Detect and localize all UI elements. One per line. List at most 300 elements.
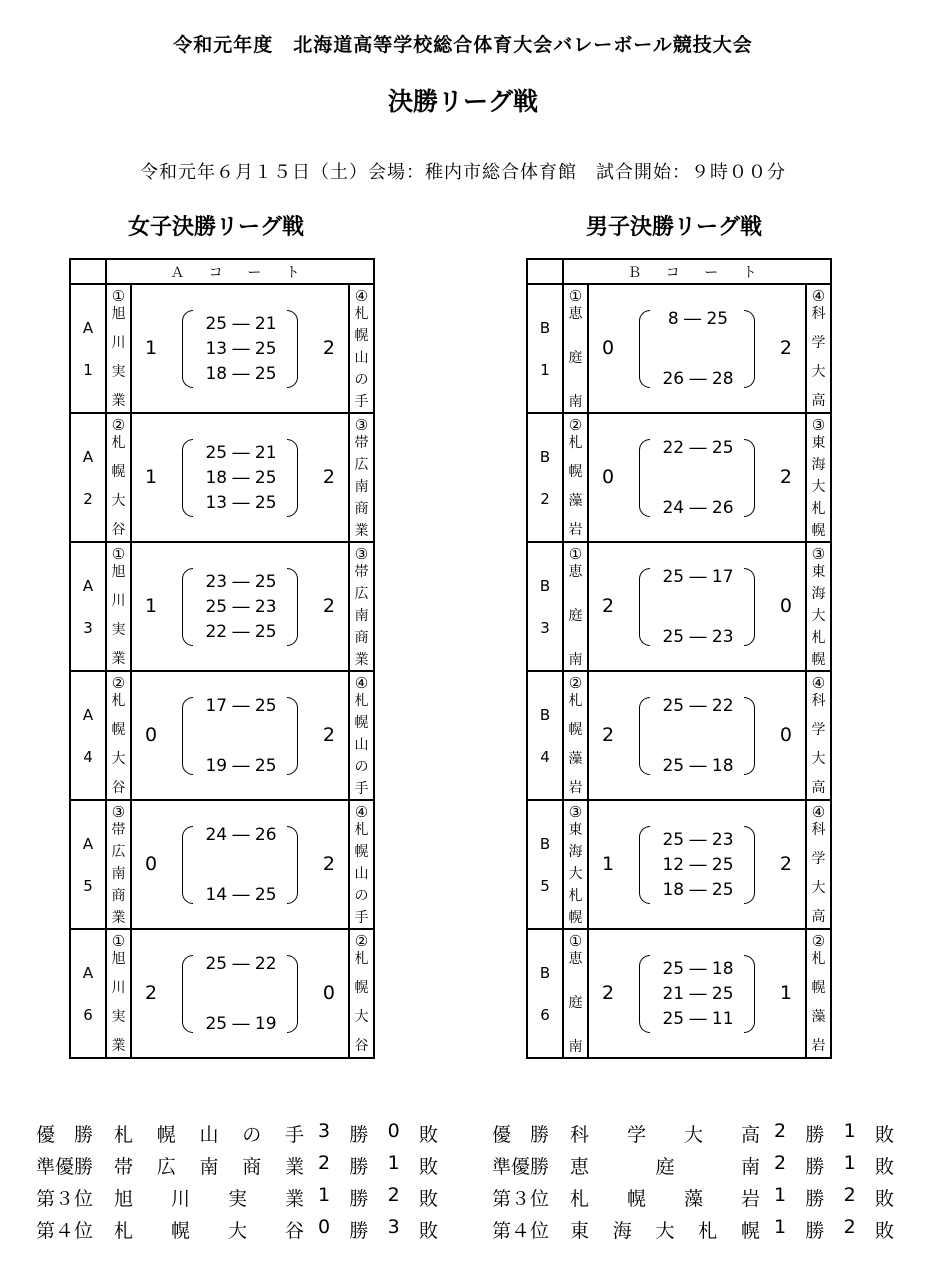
team-name-char: 業 xyxy=(354,651,369,668)
team-name-char: 幌 xyxy=(811,522,826,539)
team-cell xyxy=(806,413,831,542)
standing-record xyxy=(774,1184,894,1211)
team-name xyxy=(355,434,369,540)
team-name-char: 藻 xyxy=(568,493,583,510)
team-name xyxy=(812,821,826,927)
team-cell-inner xyxy=(807,803,830,927)
team-name-char: 大 xyxy=(354,1009,369,1026)
match-row xyxy=(70,929,374,1058)
set-score: 25 ― 19 xyxy=(205,1014,277,1034)
seed-number: ① xyxy=(568,931,583,950)
team-name-char: 業 xyxy=(111,651,126,668)
standing-team-char: 幌 xyxy=(626,1188,646,1210)
team-name-char: 恵 xyxy=(568,563,583,580)
team-name-char: 高 xyxy=(811,909,826,926)
team-cell xyxy=(806,929,831,1058)
right-bracket xyxy=(744,826,755,904)
score-box xyxy=(589,543,805,670)
match-code xyxy=(527,413,563,542)
set-scores xyxy=(194,825,288,905)
team-cell-inner xyxy=(107,416,130,540)
team-name-char: 山 xyxy=(354,349,369,366)
standing-team xyxy=(114,1184,304,1211)
seed-number: ② xyxy=(568,415,583,434)
team-name-char: 実 xyxy=(111,364,126,381)
team-name-char: 幌 xyxy=(354,843,369,860)
team-name-char: 幌 xyxy=(354,714,369,731)
set-score: 13 ― 25 xyxy=(205,338,277,359)
standing-team-char: 大 xyxy=(227,1220,247,1242)
team-name-char: 札 xyxy=(811,500,826,517)
set-scores xyxy=(651,828,745,902)
match-row xyxy=(70,284,374,413)
standing-rank: 第４位 xyxy=(492,1220,550,1242)
team-cell xyxy=(563,284,588,413)
match-row xyxy=(70,542,374,671)
header-blank-cell xyxy=(70,259,106,284)
standing-record-part: 1 xyxy=(843,1120,856,1142)
seed-number: ③ xyxy=(568,802,583,821)
match-code xyxy=(527,284,563,413)
set-score: 21 ― 25 xyxy=(662,983,734,1004)
team-name-char: 東 xyxy=(568,821,583,838)
standing-team-char: 南 xyxy=(199,1156,219,1178)
team-name-char: 南 xyxy=(354,478,369,495)
standing-team-char: 手 xyxy=(284,1124,304,1146)
team-name xyxy=(569,821,583,927)
standing-team-char: 海 xyxy=(612,1220,632,1242)
left-sets-won: 0 xyxy=(145,724,158,746)
main-title: 令和元年度 北海道高等学校総合体育大会バレーボール競技大会 xyxy=(173,34,753,56)
team-cell-inner xyxy=(107,674,130,798)
standing-record-part: 2 xyxy=(843,1216,856,1238)
team-name-char: 幌 xyxy=(568,909,583,926)
team-name-char: 藻 xyxy=(568,751,583,768)
team-cell-inner xyxy=(564,932,587,1056)
team-name-char: 大 xyxy=(811,751,826,768)
team-name-char: 商 xyxy=(354,629,369,646)
match-row xyxy=(70,671,374,800)
team-name xyxy=(812,950,826,1056)
left-sets-won: 1 xyxy=(602,853,615,875)
set-score: 25 ― 23 xyxy=(662,830,734,851)
team-cell-inner xyxy=(564,674,587,798)
score-cell xyxy=(131,542,349,671)
team-cell xyxy=(106,800,131,929)
right-sets-won: 2 xyxy=(322,337,335,359)
seed-number: ③ xyxy=(354,415,369,434)
team-name-char: 学 xyxy=(811,850,826,867)
seed-number: ③ xyxy=(811,415,826,434)
right-sets-won: 0 xyxy=(779,595,792,617)
team-cell-inner xyxy=(807,545,830,669)
team-name-char: 幌 xyxy=(354,979,369,996)
team-name-char: 南 xyxy=(111,865,126,882)
score-cell xyxy=(131,929,349,1058)
match-row xyxy=(527,671,831,800)
team-name-char: 南 xyxy=(354,607,369,624)
left-bracket xyxy=(639,568,650,646)
set-score: 22 ― 25 xyxy=(662,438,734,458)
standing-record-part: 2 xyxy=(774,1152,787,1174)
set-scores xyxy=(194,954,288,1034)
team-name-char: 幌 xyxy=(568,463,583,480)
standing-record xyxy=(774,1216,894,1243)
match-code-char: 5 xyxy=(540,876,550,895)
standing-row xyxy=(36,1216,456,1248)
team-name-char: 手 xyxy=(354,909,369,926)
team-name-char: 旭 xyxy=(111,563,126,580)
set-score: 25 ― 21 xyxy=(205,314,277,335)
team-name-char: 札 xyxy=(354,950,369,967)
match-code-char: A xyxy=(82,963,94,982)
standing-record-part: 1 xyxy=(318,1184,331,1206)
set-scores xyxy=(651,567,745,647)
match-code-char: B xyxy=(539,576,551,595)
standing-team-char: 業 xyxy=(284,1188,304,1210)
team-name-char: 旭 xyxy=(111,305,126,322)
team-name xyxy=(112,305,126,411)
standing-record-part: 勝 xyxy=(805,1220,825,1242)
score-cell xyxy=(588,800,806,929)
right-bracket xyxy=(744,439,755,517)
standing-rank: 第４位 xyxy=(36,1220,94,1242)
team-name-char: 南 xyxy=(568,651,583,668)
women-court-table xyxy=(69,258,375,1059)
team-name-char: 幌 xyxy=(354,327,369,344)
team-cell xyxy=(563,800,588,929)
right-sets-won: 0 xyxy=(779,724,792,746)
team-name-char: 東 xyxy=(811,434,826,451)
team-cell xyxy=(349,284,374,413)
left-bracket xyxy=(639,310,650,388)
match-row xyxy=(527,929,831,1058)
match-code xyxy=(70,542,106,671)
team-cell-inner xyxy=(564,545,587,669)
women-standings xyxy=(36,1120,456,1248)
standing-record xyxy=(774,1120,894,1147)
set-score: 14 ― 25 xyxy=(205,885,277,905)
court-name: Ａ コ ー ト xyxy=(106,259,374,284)
standing-team-char: 岩 xyxy=(740,1188,760,1210)
standing-record-part: 勝 xyxy=(805,1188,825,1210)
seed-number: ① xyxy=(568,286,583,305)
right-bracket xyxy=(744,310,755,388)
team-name-char: 帯 xyxy=(111,821,126,838)
set-score: 25 ― 22 xyxy=(205,954,277,974)
right-bracket xyxy=(744,697,755,775)
team-name-char: 実 xyxy=(111,1009,126,1026)
team-name-char: 山 xyxy=(354,865,369,882)
standing-record-part: 0 xyxy=(387,1120,400,1142)
team-name-char: 大 xyxy=(111,751,126,768)
left-bracket xyxy=(182,568,193,646)
score-cell xyxy=(588,542,806,671)
team-name-char: 札 xyxy=(111,434,126,451)
team-name-char: 帯 xyxy=(354,434,369,451)
match-code-char: B xyxy=(539,834,551,853)
standing-team xyxy=(570,1184,760,1211)
standing-team-char: 山 xyxy=(199,1124,219,1146)
standing-team-char: 旭 xyxy=(114,1188,134,1210)
team-cell xyxy=(349,413,374,542)
team-name-char: 庭 xyxy=(568,994,583,1011)
set-score: 18 ― 25 xyxy=(662,879,734,900)
team-name-char: 広 xyxy=(354,456,369,473)
seed-number: ② xyxy=(111,415,126,434)
match-code-char: A xyxy=(82,576,94,595)
standing-team xyxy=(570,1120,760,1147)
men-court-table xyxy=(526,258,832,1059)
team-name-char: 山 xyxy=(354,736,369,753)
team-name-char: 札 xyxy=(811,629,826,646)
team-name-char: 実 xyxy=(111,622,126,639)
score-cell xyxy=(588,413,806,542)
standing-team-char: 谷 xyxy=(284,1220,304,1242)
score-box xyxy=(589,801,805,928)
left-sets-won: 0 xyxy=(602,337,615,359)
standing-record-part: 0 xyxy=(318,1216,331,1238)
standing-record-part: 1 xyxy=(774,1184,787,1206)
score-cell xyxy=(131,800,349,929)
team-name-char: 幌 xyxy=(568,721,583,738)
set-score: 25 ― 11 xyxy=(662,1008,734,1029)
team-cell xyxy=(106,413,131,542)
score-box xyxy=(589,930,805,1057)
standing-team-char: 大 xyxy=(683,1124,703,1146)
team-cell xyxy=(563,542,588,671)
standing-team-char: 広 xyxy=(156,1156,176,1178)
match-code-char: 4 xyxy=(540,747,550,766)
standing-team xyxy=(114,1152,304,1179)
match-row xyxy=(70,413,374,542)
team-name xyxy=(355,692,369,798)
seed-number: ③ xyxy=(354,544,369,563)
match-code xyxy=(70,800,106,929)
seed-number: ① xyxy=(111,544,126,563)
set-scores xyxy=(651,438,745,518)
team-cell-inner xyxy=(350,674,373,798)
match-code xyxy=(527,800,563,929)
match-row xyxy=(70,800,374,929)
match-code xyxy=(70,413,106,542)
team-cell xyxy=(106,542,131,671)
team-name-char: 業 xyxy=(354,522,369,539)
seed-number: ④ xyxy=(354,673,369,692)
team-name-char: 幌 xyxy=(111,721,126,738)
team-name-char: 高 xyxy=(811,780,826,797)
left-bracket xyxy=(639,697,650,775)
team-name-char: 大 xyxy=(568,865,583,882)
set-score: 25 ― 18 xyxy=(662,959,734,980)
standing-record-part: 敗 xyxy=(874,1188,894,1210)
right-bracket xyxy=(287,310,298,388)
standing-record-part: 敗 xyxy=(418,1156,438,1178)
team-cell xyxy=(806,671,831,800)
match-code-char: B xyxy=(539,963,551,982)
standing-record-part: 2 xyxy=(774,1120,787,1142)
header-blank-cell xyxy=(527,259,563,284)
team-cell-inner xyxy=(350,287,373,411)
standing-team-char: 庭 xyxy=(655,1156,675,1178)
team-name-char: 庭 xyxy=(568,349,583,366)
standing-team-char: 実 xyxy=(227,1188,247,1210)
team-cell xyxy=(349,800,374,929)
score-cell xyxy=(588,671,806,800)
set-score: 26 ― 28 xyxy=(662,369,734,389)
team-name-char: 幌 xyxy=(111,463,126,480)
match-row xyxy=(527,800,831,929)
standing-record xyxy=(774,1152,894,1179)
standing-record xyxy=(318,1152,438,1179)
seed-number: ③ xyxy=(811,544,826,563)
team-cell-inner xyxy=(564,287,587,411)
team-name xyxy=(569,434,583,540)
team-name-char: 幌 xyxy=(811,979,826,996)
left-sets-won: 1 xyxy=(145,595,158,617)
score-box xyxy=(132,543,348,670)
left-sets-won: 1 xyxy=(145,337,158,359)
standing-record-part: 勝 xyxy=(805,1156,825,1178)
team-name-char: 恵 xyxy=(568,950,583,967)
standing-team-char: 学 xyxy=(626,1124,646,1146)
score-cell xyxy=(131,284,349,413)
seed-number: ② xyxy=(354,931,369,950)
left-bracket xyxy=(182,826,193,904)
set-score: 12 ― 25 xyxy=(662,854,734,875)
set-score: 25 ― 23 xyxy=(662,627,734,647)
team-name xyxy=(812,563,826,669)
team-cell xyxy=(349,671,374,800)
team-cell xyxy=(563,929,588,1058)
score-box xyxy=(132,672,348,799)
team-name-char: 海 xyxy=(811,585,826,602)
left-sets-won: 0 xyxy=(145,853,158,875)
right-sets-won: 2 xyxy=(322,724,335,746)
team-name-char: 手 xyxy=(354,780,369,797)
score-box xyxy=(589,285,805,412)
set-score: 25 ― 23 xyxy=(205,596,277,617)
set-score: 24 ― 26 xyxy=(662,498,734,518)
standing-team xyxy=(114,1120,304,1147)
set-score: 8 ― 25 xyxy=(667,309,729,329)
team-name-char: 学 xyxy=(811,334,826,351)
team-name-char: 業 xyxy=(111,909,126,926)
standing-record-part: 勝 xyxy=(349,1156,369,1178)
team-name-char: 恵 xyxy=(568,305,583,322)
team-name-char: の xyxy=(354,887,369,904)
match-code-char: A xyxy=(82,834,94,853)
match-code-char: 3 xyxy=(83,618,93,637)
team-cell-inner xyxy=(350,803,373,927)
team-name-char: 大 xyxy=(811,478,826,495)
score-box xyxy=(132,414,348,541)
team-cell xyxy=(806,542,831,671)
right-bracket xyxy=(287,697,298,775)
team-name xyxy=(112,563,126,669)
standing-record-part: 1 xyxy=(774,1216,787,1238)
team-name-char: 学 xyxy=(811,721,826,738)
standing-record-part: 1 xyxy=(843,1152,856,1174)
team-name-char: 旭 xyxy=(111,950,126,967)
team-cell-inner xyxy=(350,416,373,540)
match-code-char: A xyxy=(82,447,94,466)
right-sets-won: 2 xyxy=(322,595,335,617)
standing-team-char: 幌 xyxy=(156,1124,176,1146)
score-box xyxy=(132,930,348,1057)
event-info: 令和元年６月１５日（土）会場：稚内市総合体育館 試合開始：９時００分 xyxy=(140,162,786,183)
score-box xyxy=(589,414,805,541)
team-name xyxy=(812,434,826,540)
standing-record-part: 2 xyxy=(387,1184,400,1206)
team-cell xyxy=(349,929,374,1058)
team-name-char: 業 xyxy=(111,393,126,410)
match-code-char: A xyxy=(82,705,94,724)
team-cell-inner xyxy=(107,932,130,1056)
court-name: Ｂ コ ー ト xyxy=(563,259,831,284)
team-name xyxy=(569,692,583,798)
team-cell-inner xyxy=(107,803,130,927)
team-cell-inner xyxy=(350,545,373,669)
team-name-char: 東 xyxy=(811,563,826,580)
team-name-char: 岩 xyxy=(568,522,583,539)
right-bracket xyxy=(287,568,298,646)
team-name-char: 南 xyxy=(568,393,583,410)
standing-team-char: 幌 xyxy=(740,1220,760,1242)
set-score: 23 ― 25 xyxy=(205,572,277,593)
right-sets-won: 1 xyxy=(779,982,792,1004)
team-cell xyxy=(106,671,131,800)
team-name xyxy=(112,821,126,927)
seed-number: ① xyxy=(568,544,583,563)
team-name-char: 商 xyxy=(354,500,369,517)
set-scores xyxy=(194,696,288,776)
team-name-char: 川 xyxy=(111,334,126,351)
team-cell xyxy=(806,284,831,413)
team-name-char: の xyxy=(354,371,369,388)
team-name-char: 谷 xyxy=(111,780,126,797)
seed-number: ④ xyxy=(811,802,826,821)
standing-team-char: 札 xyxy=(570,1188,590,1210)
set-score: 18 ― 25 xyxy=(205,363,277,384)
standing-team-char: 帯 xyxy=(114,1156,134,1178)
team-name-char: 岩 xyxy=(811,1038,826,1055)
team-name-char: 川 xyxy=(111,592,126,609)
score-box xyxy=(132,285,348,412)
right-sets-won: 0 xyxy=(322,982,335,1004)
team-name-char: 科 xyxy=(811,821,826,838)
match-code-char: 4 xyxy=(83,747,93,766)
match-code xyxy=(527,929,563,1058)
left-sets-won: 2 xyxy=(602,595,615,617)
set-scores xyxy=(651,309,745,389)
team-name xyxy=(812,692,826,798)
standing-row xyxy=(492,1152,912,1184)
team-cell xyxy=(563,413,588,542)
standing-team-char: 科 xyxy=(570,1124,590,1146)
team-name-char: 藻 xyxy=(811,1009,826,1026)
standing-record xyxy=(318,1120,438,1147)
score-cell xyxy=(588,929,806,1058)
seed-number: ① xyxy=(111,286,126,305)
score-cell xyxy=(131,413,349,542)
match-code-char: B xyxy=(539,318,551,337)
standing-team-char: 商 xyxy=(242,1156,262,1178)
match-code-char: 1 xyxy=(83,360,93,379)
team-name-char: 帯 xyxy=(354,563,369,580)
standing-record xyxy=(318,1184,438,1211)
standing-record-part: 勝 xyxy=(349,1124,369,1146)
